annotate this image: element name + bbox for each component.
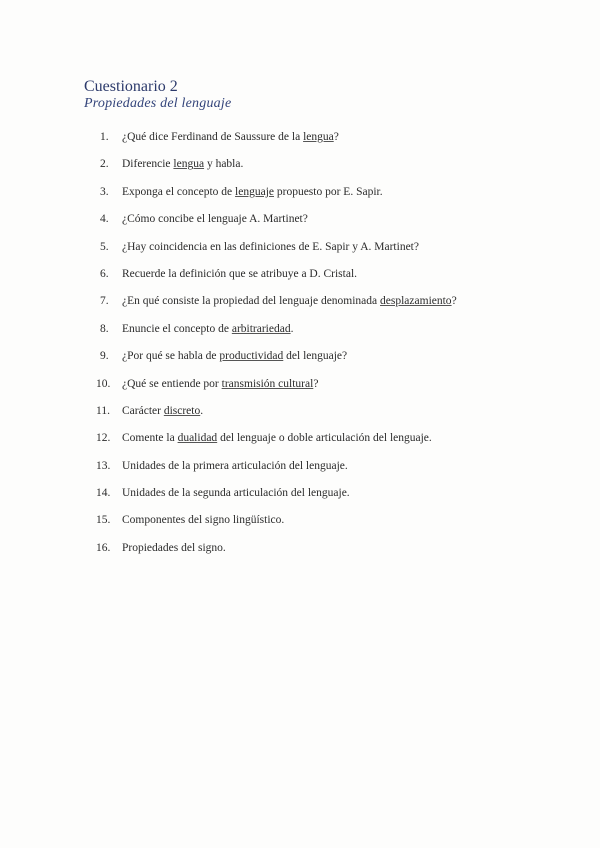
question-item: [96, 377, 560, 404]
question-text: Componentes del signo lingüístico.: [122, 514, 285, 527]
question-number: 13.: [96, 459, 111, 472]
question-number: 16.: [96, 541, 111, 554]
question-text: ¿Cómo concibe el lenguaje A. Martinet?: [122, 213, 308, 226]
question-text: ¿Qué se entiende por transmisión cultural?: [122, 377, 319, 390]
question-text: Comente la dualidad del lenguaje o doble articulación del lenguaje.: [122, 432, 432, 445]
question-text: Exponga el concepto de lenguaje propuesto por E. Sapir.: [122, 185, 383, 198]
question-item: [96, 541, 560, 568]
underlined-term: discreto: [163, 404, 201, 417]
question-item: [100, 294, 560, 321]
question-item: [100, 157, 560, 184]
question-item: [96, 431, 560, 458]
underlined-term: lengua: [173, 158, 205, 171]
page-title: Cuestionario 2: [84, 78, 178, 95]
question-number: 5.: [100, 240, 109, 253]
question-item: [96, 459, 560, 486]
question-text: Diferencie lengua y habla.: [122, 158, 244, 171]
question-number: 8.: [100, 322, 109, 335]
underlined-term: desplazamiento: [380, 295, 452, 308]
question-text: ¿Qué dice Ferdinand de Saussure de la lengua?: [122, 131, 339, 143]
question-item: [96, 486, 560, 513]
question-item: [96, 513, 560, 540]
question-text: ¿En qué consiste la propiedad del lenguaje denominada desplazamiento?: [122, 295, 457, 308]
question-text: Enuncie el concepto de arbitrariedad.: [122, 322, 294, 335]
question-list: [96, 130, 560, 568]
underlined-term: dualidad: [177, 432, 218, 445]
question-item: [100, 130, 560, 157]
question-item: [100, 185, 560, 212]
question-text: ¿Por qué se habla de productividad del lenguaje?: [122, 350, 348, 363]
question-number: 1.: [100, 131, 109, 143]
question-item: [96, 404, 560, 431]
question-number: 10.: [96, 377, 111, 390]
question-number: 14.: [96, 487, 111, 500]
underlined-term: arbitrariedad: [231, 322, 291, 335]
underlined-term: productividad: [219, 350, 284, 363]
underlined-term: lenguaje: [235, 185, 274, 198]
question-number: 2.: [100, 158, 109, 171]
question-number: 15.: [96, 514, 111, 527]
question-number: 4.: [100, 213, 109, 226]
question-number: 12.: [96, 432, 111, 445]
question-number: 11.: [96, 404, 110, 417]
question-item: [100, 212, 560, 239]
question-item: [100, 267, 560, 294]
question-text: Carácter discreto.: [122, 404, 204, 417]
question-item: [100, 240, 560, 267]
underlined-term: lengua: [303, 131, 334, 143]
page-subtitle: Propiedades del lenguaje: [84, 96, 232, 111]
question-number: 9.: [100, 350, 109, 363]
question-number: 7.: [100, 295, 109, 308]
underlined-term: transmisión cultural: [221, 377, 314, 390]
question-text: Unidades de la primera articulación del lenguaje.: [122, 459, 348, 472]
question-number: 6.: [100, 267, 109, 280]
question-text: ¿Hay coincidencia en las definiciones de E. Sapir y A. Martinet?: [122, 240, 419, 253]
question-number: 3.: [100, 185, 109, 198]
question-text: Unidades de la segunda articulación del lenguaje.: [122, 487, 350, 500]
question-text: Propiedades del signo.: [122, 541, 226, 554]
question-item: [100, 349, 560, 376]
question-text: Recuerde la definición que se atribuye a D. Cristal.: [122, 267, 358, 280]
question-item: [100, 322, 560, 349]
document-header: [84, 78, 231, 112]
